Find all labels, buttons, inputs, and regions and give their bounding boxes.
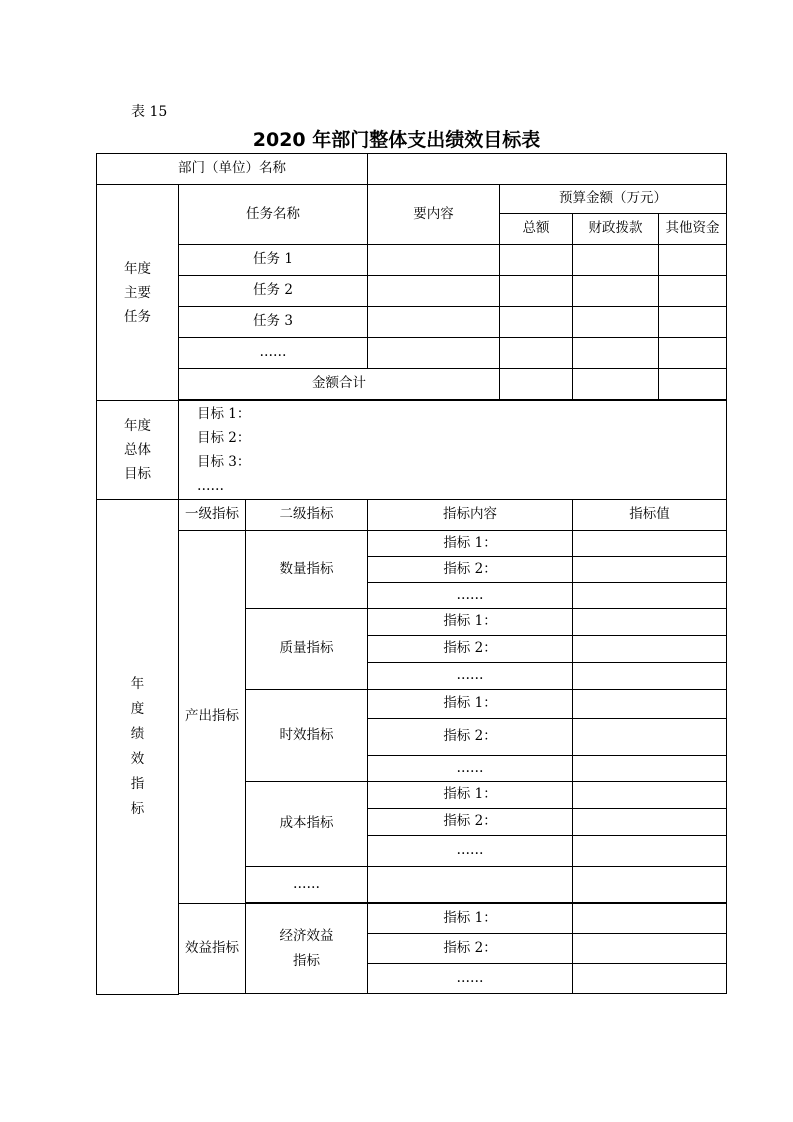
indicator-item[interactable]: 指标 2：	[368, 934, 573, 964]
task-name: ……	[179, 338, 368, 369]
task-content-cell[interactable]	[368, 338, 500, 369]
indicator-item[interactable]: ……	[368, 583, 573, 609]
timeliness-indicators-label: 时效指标	[246, 690, 368, 782]
indicator-item[interactable]	[368, 867, 573, 903]
annual-overall-goals-label: 年度 总体 目标	[97, 401, 179, 500]
cost-indicators-label: 成本指标	[246, 782, 368, 867]
quantity-indicators-label: 数量指标	[246, 531, 368, 609]
indicator-value-cell[interactable]	[573, 782, 727, 809]
task-content-cell[interactable]	[368, 307, 500, 338]
indicator-value-cell[interactable]	[573, 557, 727, 583]
indicator-item[interactable]: ……	[368, 836, 573, 867]
output-indicators-label: 产出指标	[179, 531, 246, 904]
total-amount-label: 金额合计	[179, 369, 500, 400]
task-row	[97, 245, 727, 276]
indicator-value-header: 指标值	[573, 500, 727, 531]
indicator-item[interactable]: 指标 2：	[368, 557, 573, 583]
indicator-value-cell[interactable]	[573, 964, 727, 994]
total-other-cell[interactable]	[659, 369, 727, 400]
dept-name-value[interactable]	[368, 154, 727, 185]
task-total-cell[interactable]	[500, 307, 573, 338]
task-content-cell[interactable]	[368, 276, 500, 307]
indicator-value-cell[interactable]	[573, 934, 727, 964]
dept-name-label: 部门（单位）名称	[97, 154, 368, 185]
task-total-row	[97, 369, 727, 400]
indicator-value-cell[interactable]	[573, 531, 727, 557]
task-fiscal-cell[interactable]	[573, 338, 659, 369]
total-sum-cell[interactable]	[500, 369, 573, 400]
indicator-item[interactable]: 指标 2：	[368, 809, 573, 836]
indicator-item[interactable]: 指标 1：	[368, 609, 573, 636]
economic-benefit-indicators-label: 经济效益 指标	[246, 904, 368, 994]
performance-target-table	[96, 153, 727, 995]
task-row	[97, 307, 727, 338]
benefit-indicators-label: 效益指标	[179, 904, 246, 994]
more-level2-output: ……	[246, 867, 368, 903]
total-fiscal-cell[interactable]	[573, 369, 659, 400]
task-name-header: 任务名称	[179, 185, 368, 245]
level1-indicator-header: 一级指标	[179, 500, 246, 531]
indicator-value-cell[interactable]	[573, 636, 727, 663]
annual-performance-indicators-label: 年 度 绩 效 指 标	[97, 500, 179, 995]
task-other-cell[interactable]	[659, 338, 727, 369]
indicator-content-header: 指标内容	[368, 500, 573, 531]
indicator-item[interactable]: 指标 1：	[368, 782, 573, 809]
level2-indicator-header: 二级指标	[246, 500, 368, 531]
indicator-value-cell[interactable]	[573, 809, 727, 836]
task-other-cell[interactable]	[659, 307, 727, 338]
task-content-header: 要内容	[368, 185, 500, 245]
task-fiscal-cell[interactable]	[573, 307, 659, 338]
budget-header: 预算金额（万元）	[500, 185, 727, 214]
task-name: 任务 1	[179, 245, 368, 276]
annual-main-tasks-label: 年度 主要 任务	[97, 185, 179, 401]
quality-indicators-label: 质量指标	[246, 609, 368, 690]
task-content-cell[interactable]	[368, 245, 500, 276]
indicator-value-cell[interactable]	[573, 583, 727, 609]
task-fiscal-cell[interactable]	[573, 245, 659, 276]
budget-other-header: 其他资金	[659, 214, 727, 245]
indicator-item[interactable]: 指标 2：	[368, 636, 573, 663]
task-row	[97, 338, 727, 369]
indicator-value-cell[interactable]	[573, 690, 727, 719]
indicator-item[interactable]: 指标 2：	[368, 719, 573, 756]
indicator-value-cell[interactable]	[573, 663, 727, 690]
task-name: 任务 2	[179, 276, 368, 307]
indicator-item[interactable]: 指标 1：	[368, 690, 573, 719]
annual-goals-content[interactable]: 目标 1： 目标 2： 目标 3： ……	[179, 401, 727, 500]
indicator-value-cell[interactable]	[573, 836, 727, 867]
indicator-item[interactable]: 指标 1：	[368, 904, 573, 934]
budget-total-header: 总额	[500, 214, 573, 245]
task-fiscal-cell[interactable]	[573, 276, 659, 307]
indicator-value-cell[interactable]	[573, 719, 727, 756]
indicator-item[interactable]: ……	[368, 964, 573, 994]
indicator-value-cell[interactable]	[573, 867, 727, 903]
task-total-cell[interactable]	[500, 276, 573, 307]
document-title: 2020 年部门整体支出绩效目标表	[252, 129, 541, 151]
indicator-item[interactable]: 指标 1：	[368, 531, 573, 557]
indicator-value-cell[interactable]	[573, 756, 727, 782]
table-number: 表 15	[131, 104, 168, 120]
indicator-value-cell[interactable]	[573, 904, 727, 934]
task-other-cell[interactable]	[659, 276, 727, 307]
indicator-item[interactable]: ……	[368, 756, 573, 782]
task-other-cell[interactable]	[659, 245, 727, 276]
task-total-cell[interactable]	[500, 338, 573, 369]
indicator-value-cell[interactable]	[573, 609, 727, 636]
task-name: 任务 3	[179, 307, 368, 338]
budget-fiscal-header: 财政拨款	[573, 214, 659, 245]
task-row	[97, 276, 727, 307]
task-total-cell[interactable]	[500, 245, 573, 276]
indicator-item[interactable]: ……	[368, 663, 573, 690]
